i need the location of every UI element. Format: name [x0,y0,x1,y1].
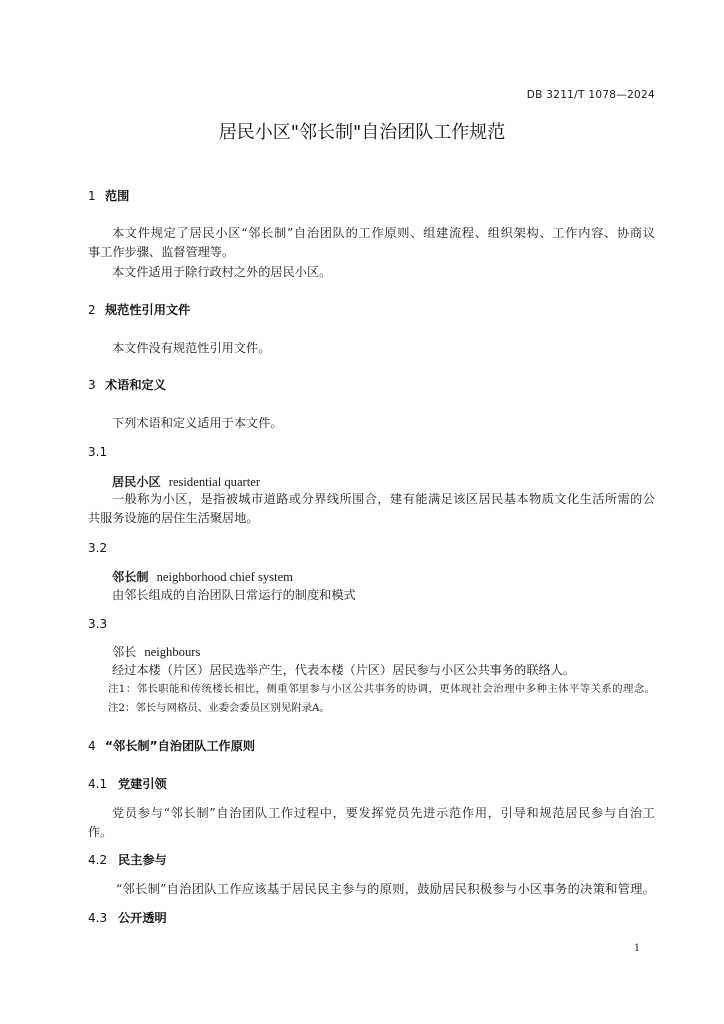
section-heading: 范围 [105,189,130,203]
term-english: residential quarter [168,475,261,489]
paragraph-line: 本文件没有规范性引用文件。 [112,341,271,355]
definition-line: 一般称为小区，是指被城市道路或分界线所围合，建有能满足该区居民基本物质文化生活所需的公 [112,492,655,506]
term-chinese: 邻长 [112,645,137,659]
term-number: 3.1 [88,445,108,459]
paragraph-line: 本文件规定了居民小区“邻长制”自治团队的工作原则、组建流程、组织架构、工作内容、协商议 [112,226,655,240]
term-number: 3.2 [88,541,108,555]
definition-line: 共服务设施的居住生活聚居地。 [88,511,259,525]
subsection-number: 4.3 [88,911,108,925]
paragraph-line: 下列术语和定义适用于本文件。 [112,416,283,430]
term-english: neighbours [144,645,201,659]
term-number: 3.3 [88,617,108,631]
document-title: 居民小区"邻长制"自治团队工作规范 [218,122,506,143]
note-line: 注2：邻长与网格员、业委会委员区别见附录A。 [108,702,330,714]
paragraph-line: 作。 [88,825,113,839]
subsection-heading: 党建引领 [118,777,167,791]
section-heading: 术语和定义 [105,378,166,392]
paragraph-line: 事工作步骤、监督管理等。 [88,245,235,259]
subsection-number: 4.1 [88,777,108,791]
term-entry [112,473,260,490]
section-heading: 规范性引用文件 [105,303,191,317]
subsection-number: 4.2 [88,853,108,867]
term-entry [112,568,293,585]
subsection-heading: 民主参与 [118,853,167,867]
term-entry [112,643,200,660]
definition-line: 经过本楼（片区）居民选举产生，代表本楼（片区）居民参与小区公共事务的联络人。 [112,663,576,677]
paragraph-line: 党员参与“邻长制”自治团队工作过程中，要发挥党员先进示范作用，引导和规范居民参与自治工 [112,806,655,820]
definition-line: 由邻长组成的自治团队日常运行的制度和模式 [112,588,356,602]
section-number: 3 [88,378,96,392]
term-chinese: 邻长制 [112,570,149,584]
standard-code: DB 3211/T 1078—2024 [526,89,655,101]
paragraph-line: 本文件适用于除行政村之外的居民小区。 [112,265,332,279]
note-line: 注1：邻长职能和传统楼长相比，侧重邻里参与小区公共事务的协调，更体现社会治理中多种主体平等关系的理念。 [108,683,655,695]
section-heading: “邻长制”自治团队工作原则 [105,739,256,753]
subsection-heading: 公开透明 [118,911,167,925]
term-english: neighborhood chief system [156,570,293,584]
section-number: 1 [88,189,96,203]
section-number: 2 [88,303,96,317]
paragraph-line: “邻长制”自治团队工作应该基于居民民主参与的原则，鼓励居民积极参与小区事务的决策和管理。 [116,882,655,896]
term-chinese: 居民小区 [112,475,161,489]
page-number: 1 [634,942,640,954]
section-number: 4 [88,739,96,753]
